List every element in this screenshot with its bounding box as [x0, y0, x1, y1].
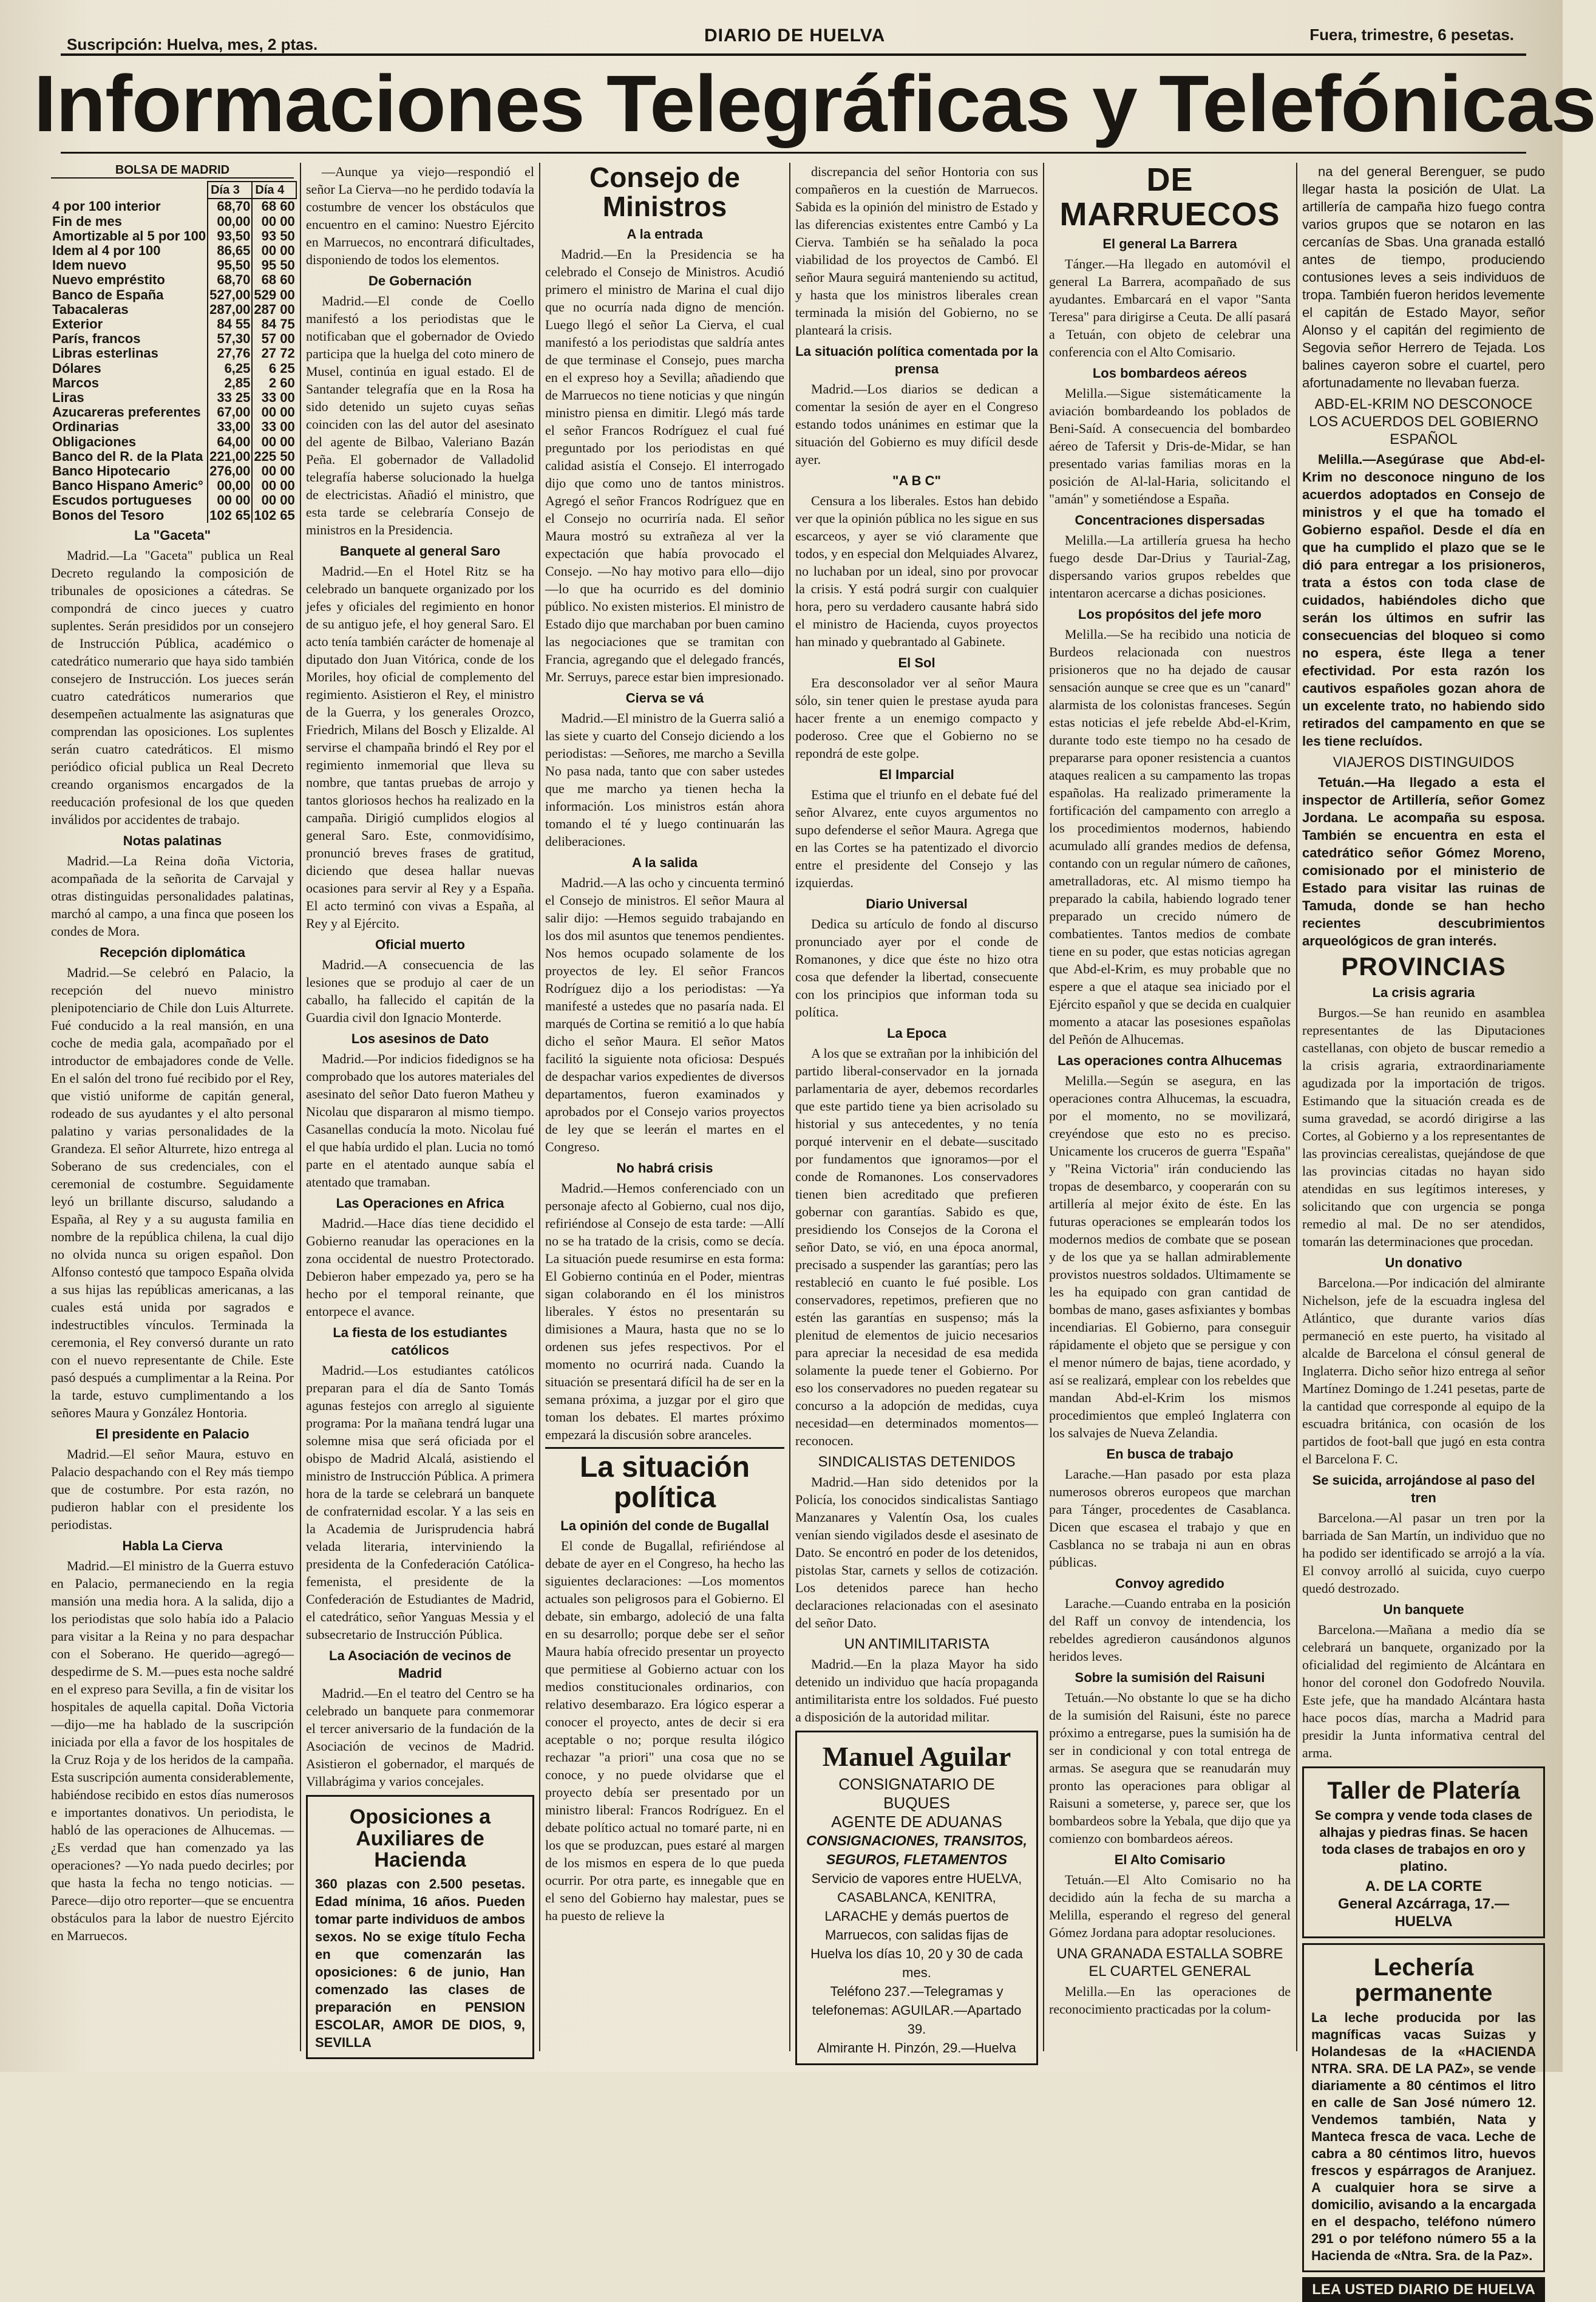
article-text: Madrid.—En la plaza Mayor ha sido detenido un individuo que hacía propaganda antimilitarista entre los soldados. Fué puesto a disposición de la autoridad militar.: [795, 1657, 1038, 1725]
article-text: Melilla.—La artillería gruesa ha hecho fuego desde Dar-Drius y Taurial-Zag, dispersando varios grupos rebeldes que intentaron acercarse a dichas posiciones.: [1049, 533, 1291, 601]
article-text: Madrid.—Hace días tiene decidido el Gobierno reanudar las operaciones en la zona occidental de nuestro Protectorado. Debieron haber empezado ya, pero se ha hecho por el temporal reinante, que entorpece el avance.: [306, 1216, 534, 1319]
section-title: UNA GRANADA ESTALLA SOBRE EL CUARTEL GENERAL: [1056, 1946, 1283, 1980]
stock-value: 00,00: [208, 214, 252, 229]
stock-name: Idem al 4 por 100: [52, 243, 161, 259]
stock-name: Liras: [52, 390, 84, 406]
column-4: [795, 163, 1038, 2056]
ad-aguilar: [795, 1731, 1038, 2065]
col-head-day4: Día 4: [252, 182, 296, 199]
stock-value: 2,85: [208, 376, 252, 390]
stock-value: 276,00: [208, 464, 252, 478]
article-text: Censura a los liberales. Estos han debido ver que la opinión pública no les sigue en sus escarceos, y ayer se vió claramente que todos, y en especial don Melquiades Alvarez, no luchaban por un ideal, sino por provocar la crisis. Y está podrá surgir con cualquier hora, pero su verdadero causante habrá sido el ministro de Hacienda, cuyos proyectos han minado y quebrantado al Gabinete.: [795, 493, 1038, 649]
stock-name: Azucareras preferentes: [52, 404, 201, 420]
stock-name: Bonos del Tesoro: [52, 507, 165, 523]
stock-value: 102 65: [252, 508, 296, 523]
stock-name: Tabacaleras: [52, 301, 129, 317]
stock-name: Fin de mes: [52, 213, 122, 229]
section-title: Las Operaciones en Africa: [336, 1196, 504, 1211]
section-title: "A B C": [892, 473, 941, 488]
stock-value: 64,00: [208, 435, 252, 449]
stock-value: 33 00: [252, 390, 296, 405]
column-1: [51, 163, 294, 2051]
section-title: En busca de trabajo: [1106, 1446, 1234, 1462]
ad-oposiciones: [306, 1795, 534, 2059]
headline: Informaciones Telegráficas y Telefónicas: [33, 59, 1596, 148]
stock-row: [51, 464, 296, 478]
section-title: SINDICALISTAS DETENIDOS: [818, 1454, 1016, 1470]
stock-value: 00 00: [252, 214, 296, 229]
stock-value: 68 60: [252, 199, 296, 214]
stock-value: 00 00: [252, 243, 296, 258]
stock-value: 00 00: [252, 478, 296, 493]
section-headline: La situación política: [545, 1447, 784, 1514]
stock-row: [51, 302, 296, 317]
ad-line: CONSIGNATARIO DE BUQUES: [838, 1775, 995, 1813]
ad-plateria: [1302, 1766, 1545, 1938]
article-text: Madrid.—En el teatro del Centro se ha celebrado un banquete para conmemorar el tercer aniversario de la fundación de la Asociación de vecinos de Madrid. Asistieron el gobernador, el marqués de Villabrágima y varios concejales.: [306, 1686, 534, 1789]
stock-table: [51, 163, 294, 523]
article-text: Estima que el triunfo en el debate fué del señor Alvarez, ente cuyos argumentos no supo defenderse el señor Maura. Agrega que en las Cortes se ha patentizado el divorcio entre el presidente del Consejo y las izquierdas.: [795, 787, 1038, 890]
section-headline: DE MARRUECOS: [1059, 162, 1280, 233]
article-text: na del general Berenguer, se pudo llegar hasta la posición de Ulat. La artillería de campaña hizo fuego contra varios grupos que se notaron en las cercanías de Sbas. Una granada estalló antes de tiempo, produciendo contusiones leves a seis individuos de tropa. También fueron heridos levemente el capitán de Estado Mayor, señor Alonso y el capitán del regimiento de Segovia señor Herrero de Tejada. Los balines cayeron sobre el cuartel, pero afortunadamente no llevaban fuerza.: [1302, 164, 1545, 390]
article-text: Melilla.—En las operaciones de reconocimiento practicadas por la colum-: [1049, 1984, 1291, 2017]
stock-row: [51, 229, 296, 243]
stock-name: Libras esterlinas: [52, 346, 158, 361]
stock-value: 287,00: [208, 302, 252, 317]
stock-value: 68 60: [252, 273, 296, 287]
column-divider: [1296, 163, 1297, 2051]
section-title: Diario Universal: [866, 896, 968, 911]
section-title: La Asociación de vecinos de Madrid: [329, 1648, 511, 1681]
stock-name: Escudos portugueses: [52, 492, 192, 508]
ad-address: General Azcárraga, 17.—HUELVA: [1338, 1896, 1509, 1930]
stock-value: 84 75: [252, 317, 296, 332]
stock-value: 27 72: [252, 346, 296, 361]
article-text: Madrid.—Por indicios fidedignos se ha comprobado que los autores materiales del asesinato del señor Dato fueron Matheu y Nicolau que dispararon al mismo tiempo. Casanellas conducía la moto. Nicolau fué el que había urdido el plan. Lucia no tomó parte en el atentado aunque sabía el atentado que tramaban.: [306, 1051, 534, 1190]
section-title: La opinión del conde de Bugallal: [560, 1518, 769, 1534]
section-title: Un donativo: [1385, 1255, 1462, 1271]
ad-lecheria: [1302, 1943, 1545, 2272]
article-text: Madrid.—Han sido detenidos por la Policía, los conocidos sindicalistas Santiago Manzanares y Valentín Osa, los cuales venían siendo vigilados desde el asesinato de Dato. Se encontró en poder de los detenidos, pistolas Star, carnets y sellos de cotización. Los detenidos parece han hecho declaraciones relacionadas con el asesinato del señor Dato.: [795, 1474, 1038, 1630]
headline-rule: [61, 152, 1526, 154]
article-text: Madrid.—El ministro de la Guerra estuvo en Palacio, permaneciendo en la regia mansión una media hora. A la salida, dijo a los periodistas que solo había ido a Palacio para visitar a la Reina y no para despachar con el Soberano. He querido—agregó—despedirme de S. M.—pues esta noche saldré en el expreso para Sevilla, a fin de visitar los hospitales de aquella capital. Doña Victoria—dijo—me ha hablado de la suscripción iniciada por ella a favor de los hospitales de la Cruz Roja y de los heridos de la campaña. Esta suscripción aumenta considerablemente, habiéndose recibido en estos días numerosos e importantes donativos. Un periodista, le habló de las operaciones de Alhucemas. —¿Es verdad que han comenzado ya las operaciones? —Yo nada puedo decirles; por que hasta la fecha no tengo noticias. —Parece—dijo otro reporter—que se encuentra obstáculos para la labor de nuestro Ejército en Marruecos.: [51, 1558, 294, 1943]
stock-name: Marcos: [52, 375, 100, 390]
article-text: Madrid.—El ministro de la Guerra salió a las siete y cuarto del Consejo diciendo a los periodistas: —Señores, me marcho a Sevilla No pasa nada, tanto que con saber ustedes que me marcho ya tienen hecha la información. Los ministros están ahora tomando el té y luego continuarán las deliberaciones.: [545, 710, 784, 849]
section-headline: PROVINCIAS: [1341, 952, 1506, 981]
stock-name: Dólares: [52, 360, 101, 376]
article-text: Madrid.—Hemos conferenciado con un personaje afecto al Gobierno, cual nos dijo, refiriéndose al Consejo de esta tarde: —Allí no se ha tratado de la crisis, como se decía. La situación puede resumirse en esta forma: El Gobierno continúa en el Poder, mientras sigan colaborando en él los ministros liberales. Y éstos no presentarán su dimisiones a Maura, hasta que no se lo ordenen sus jefes respectivos. Por el momento no ocurrirá nada. Cuando la situación se presentará difícil ha de ser en la semana próxima, a juzgar por el giro que toman los debates. El martes próximo empezará la discusión sobre aranceles.: [545, 1180, 784, 1442]
stock-row: [51, 199, 296, 214]
section-title: Los asesinos de Dato: [351, 1031, 489, 1046]
stock-value: 27,76: [208, 346, 252, 361]
section-title: El general La Barrera: [1102, 236, 1237, 252]
stock-value: 527,00: [208, 288, 252, 302]
stock-row: [51, 317, 296, 332]
article-text: Melilla.—Sigue sistemáticamente la aviación bombardeando los poblados de Beni-Saíd. A consecuencia del bombardeo aéreo de Tafersit y Dris-de-Midar, se han presentado varias familias moras en la posición de Al-lal-Haria, solicitando el "amán" y sometiéndose a España.: [1049, 386, 1291, 507]
stock-value: 6,25: [208, 361, 252, 376]
stock-value: 33,00: [208, 420, 252, 434]
stock-row: [51, 390, 296, 405]
section-title: Los bombardeos aéreos: [1092, 366, 1248, 381]
stock-value: 00 00: [252, 493, 296, 508]
stock-name: París, francos: [52, 331, 141, 347]
stock-row: [51, 288, 296, 302]
article-text: Madrid.—El conde de Coello manifestó a los periodistas que le notificaban que el gobernador de Oviedo participa que la huelga del coto minero de Musel, continúa en igual estado. El de Santander telegrafía que en la Rosa ha sido detenido un sujeto cuyas señas coinciden con las del autor del asesinato del agente de Bilbao, Valeriano Bazán Peña. El gobernador de Valladolid telegrafía haberse solucionado la huelga de electricistas. Añadió el ministro, que esta tarde se celebraría Consejo de ministros en la Presidencia.: [306, 293, 534, 537]
section-title: El presidente en Palacio: [95, 1426, 250, 1442]
stock-value: 57,30: [208, 332, 252, 346]
ad-text: La leche producida por las magníficas vacas Suizas y Holandesas de la «HACIENDA NTRA. SRA. DE LA PAZ», se vende diariamente a 80 céntimos el litro en calle de San José número 12. Vendemos también, Nata y Manteca fresca de vaca. Leche de cabra a 80 céntimos litro, huevos frescos y espárragos de Aranjuez. A cualquier hora se sirve a domicilio, avisando a la encargada en el despacho, teléfono número 291 o por teléfono número 55 a la Hacienda de «Ntra. Sra. de la Paz».: [1311, 2010, 1536, 2264]
stock-value: 84 55: [208, 317, 252, 332]
stock-value: 6 25: [252, 361, 296, 376]
article-text: Madrid.—A las ocho y cincuenta terminó el Consejo de ministros. El señor Maura al salir dijo: —Hemos seguido trabajando en los dos mil asuntos que tenemos pendientes. Nos hemos ocupado solamente de los proyectos de ley. El señor Francos Rodríguez dijo a los periodistas: —Ya manifesté a ustedes que no pasaría nada. El marqués de Cortina se remitió a lo que había dicho el señor Maura. El señor Matos facilitó la siguiente nota oficiosa: Después de despachar varios expedientes de diversos departamentos, fueron examinados y aprobados por el Consejo varios proyectos de ley que se leerán el martes en el Congreso.: [545, 874, 784, 1154]
stock-grid: [51, 181, 297, 523]
stock-row: [51, 420, 296, 434]
column-6: [1302, 163, 1545, 2298]
stock-value: 00,00: [208, 478, 252, 493]
column-divider: [789, 163, 790, 2051]
stock-value: 00 00: [252, 435, 296, 449]
section-title: Los propósitos del jefe moro: [1078, 607, 1262, 622]
stock-name: Banco Hipotecario: [52, 463, 171, 479]
section-title: Habla La Cierva: [122, 1538, 223, 1553]
article-text: Madrid.—Los diarios se dedican a comentar la sesión de ayer en el Congreso estando todos unánimes en estimar que la situación del Gobierno es muy difícil desde ayer.: [795, 381, 1038, 467]
article-text: —Aunque ya viejo—respondió el señor La Cierva—no he perdido todavía la costumbre de vencer los obstáculos que encuentro en el camino: Nuestro Ejército en Marruecos, no encontrará dificultades, disponiendo de todos los elementos.: [306, 164, 534, 267]
stock-row: [51, 435, 296, 449]
ad-line: AGENTE DE ADUANAS: [831, 1813, 1002, 1831]
article-text: Burgos.—Se han reunido en asamblea representantes de las Diputaciones castellanas, con objeto de buscar remedio a la crisis agraria, extraordinariamente agudizada por la importación de trigos. Estimando que la situación creada es de suma gravedad, se acordó dirigirse a las Cortes, al Gobierno y a los representantes de las provincias cerealistas, quejándose de que las provincias citadas no hayan sido atendidas en sus legítimos intereses, y solicitando que con urgencia se ponga remedio al mal. De no ser atendidos, tomarán las determinaciones que procedan.: [1302, 1005, 1545, 1250]
article-text: Tánger.—Ha llegado en automóvil el general La Barrera, acompañado de sus ayudantes. Embarcará en el vapor "Santa Teresa" para dirigirse a Ceuta. De allí pasará a Tetuán, con objeto de celebrar una conferencia con el Alto Comisario.: [1049, 256, 1291, 360]
section-title: Se suicida, arrojándose al paso del tren: [1312, 1473, 1535, 1506]
article-text: El conde de Bugallal, refiriéndose al debate de ayer en el Congreso, ha hecho las siguientes declaraciones: —Los momentos actuales son peligrosos para el Gobierno. El debate, sin embargo, adoleció de una falta en su desarrollo; porque debe ser el señor Maura había ofrecido presentar un proyecto que permitiese al Gobierno actuar con los medios constitucionales ordinarios, con relativo desembarazo. Era lógico esperar a conocer el proyecto, antes de decir si era aceptable o no; porque resulta ilógico rechazar "a priori" una cosa que no se conoce, y no puede olvidarse que el proyecto debía ser presentado por un ministro liberal: Francos Rodríguez. En el debate político actual no tomaré parte, ni en los que se produzcan, pues estaré al margen de los mismos en espera de lo que pueda ocurrir. Por otra parte, es innegable que en el seno del Gobierno hay malestar, pues se ha puesto de relieve la: [545, 1538, 784, 1924]
stock-value: 68,70: [208, 273, 252, 287]
article-text: Dedica su artículo de fondo al discurso pronunciado ayer por el conde de Romanones, y dice que éste no hizo otra cosa que defender la libertad, consecuente con los principios que informan toda su política.: [795, 916, 1038, 1020]
stock-name: Nuevo empréstito: [52, 272, 165, 288]
section-title: Banquete al general Saro: [339, 543, 501, 559]
subscription-text: Suscripción: Huelva, mes, 2 ptas.: [67, 35, 318, 53]
ad-text: 360 plazas con 2.500 pesetas. Edad mínima, 16 años. Pueden tomar parte individuos de ambos sexos. No se exige título Fecha en que comenzarán las oposiciones: 6 de junio, Han comenzado las clases de preparación en PENSION ESCOLAR, AMOR DE DIOS, 9, SEVILLA: [315, 1876, 525, 2051]
section-title: VIAJEROS DISTINGUIDOS: [1333, 754, 1515, 771]
column-2: [306, 163, 534, 2051]
ad-title: Oposiciones a Auxiliares de Hacienda: [349, 1805, 491, 1872]
column-divider: [1043, 163, 1044, 2051]
stock-row: [51, 508, 296, 523]
article-text: Melilla.—Se ha recibido una noticia de Burdeos relacionada con nuestros prisioneros que no ha dejado de causar sensación aunque se cree que es un "canard" alarmista de los colonistas franceses. Según estas noticias el jefe rebelde Abd-el-Krim, durante todo este tiempo no ha cesado de prepararse para oponer resistencia a cuantos ataques realicen a su campamento las tropas españolas. Ha realizado primeramente la fortificación del campamento con arreglo a los procedimientos modernos, habiendo acumulado allí grandes medios de defensa, contando con un regular número de cañones, ametralladoras, etc. Al mismo tiempo ha preparado la cabila, habiendo logrado tener preparado un crecido número de combatientes. Tantos medios de combate tiene en su poder, que estas noticias agregan que Abd-el-Krim, es muy probable que no espere a que el ataque sea iniciado por el Ejército español y que se decida en cualquier momento a atacar las posesiones españolas del Peñón de Alhucemas.: [1049, 627, 1291, 1047]
article-text: Barcelona.—Al pasar un tren por la barriada de San Martín, un individuo que no ha podido ser identificado se arrojó a la vía. El convoy arrolló al suicida, cuyo cuerpo quedó destrozado.: [1302, 1510, 1545, 1596]
column-divider: [300, 163, 301, 2051]
stock-name: Banco de España: [52, 287, 164, 302]
masthead-bar: [61, 24, 1520, 55]
stock-row: [51, 449, 296, 464]
section-title: Concentraciones dispersadas: [1075, 513, 1265, 528]
stock-value: 225 50: [252, 449, 296, 464]
stock-name: Amortizable al 5 por 100: [52, 228, 206, 243]
col-head-day3: Día 3: [208, 182, 252, 199]
section-title: Las operaciones contra Alhucemas: [1058, 1053, 1282, 1069]
stock-row: [51, 243, 296, 258]
section-title: La situación política comentada por la prensa: [795, 344, 1038, 376]
paper-name: DIARIO DE HUELVA: [704, 26, 886, 46]
stock-value: 33 00: [252, 420, 296, 434]
price-text: Fuera, trimestre, 6 pesetas.: [1309, 26, 1514, 44]
stock-value: 93 50: [252, 229, 296, 243]
stock-value: 93,50: [208, 229, 252, 243]
article-text: Melilla.—Según se asegura, en las operaciones contra Alhucemas, la escuadra, por el momento, no se movilizará, creyéndose que esto no es preciso. Unicamente los cruceros de guerra "España" y "Reina Victoria" irán conduciendo las tropas de desembarco, y cooperarán con su artillería al mejor éxito de éste. En las futuras operaciones se emplearán todos los modernos medios de combate que se posean y de los que ya se hallan admirablemente provistos nuestros soldados. Ultimamente se les ha equipado con gran cantidad de bombas de mano, gases asfixiantes y bombas incendiarias. El Gobierno, para conseguir rápidamente el objeto que se persigue y con el menor número de bajas, tiene acordado, y así se realizará, emplear con los rebeldes que mandan Abd-el-Krim los mismos procedimientos que empleó Inglaterra con los salvajes de Nueva Zelandia.: [1049, 1073, 1291, 1441]
top-rule: [61, 53, 1526, 56]
stock-value: 287 00: [252, 302, 296, 317]
article-text: Madrid.—En el Hotel Ritz se ha celebrado un banquete organizado por los jefes y oficiales del regimiento en honor de su antiguo jefe, el hoy general Saro. El acto tenía también carácter de homenaje al diputado don Juan Vitórica, conde de los Moriles, hoy oficial de complemento del regimiento. Asistieron el Rey, el ministro de la Guerra, y los generales Orozco, Friedrich, Milans del Bosch y Elizalde. Al servirse el champaña brindó el Rey por el regimiento inmemorial que lleva su nombre, que tantas pruebas de arrojo y tantos gloriosos hechos ha realizado en la campaña. Dirigió cumplidos elogios al general Saro. Este, conmovidísimo, pronunció breves frases de gratitud, diciendo que desea hallar nuevas ocasiones para servir al Rey y a España. El acto terminó con vivas a España, al Rey y al Ejército.: [306, 564, 534, 931]
ad-line: CONSIGNACIONES, TRANSITOS, SEGUROS, FLETAMENTOS: [806, 1833, 1027, 1868]
stock-value: 57 00: [252, 332, 296, 346]
ad-text: Se compra y vende toda clases de alhajas y piedras finas. Se hacen toda clases de trabajos en oro y platino.: [1314, 1808, 1533, 1875]
stock-value: 68,70: [208, 199, 252, 214]
stock-name: Ordinarias: [52, 419, 120, 435]
stock-value: 529 00: [252, 288, 296, 302]
article-text: Madrid.—A consecuencia de las lesiones que se produjo al caer de un caballo, ha fallecido el capitán de la Guardia civil don Ignacio Monterde.: [306, 957, 534, 1025]
stock-value: 95 50: [252, 258, 296, 273]
stock-value: 86,65: [208, 243, 252, 258]
stock-row: [51, 346, 296, 361]
article-text: Madrid.—La "Gaceta" publica un Real Decreto regulando la composición de tribunales de oposiciones a cátedras. Se compondrá de cinco jueces y cuatro suplentes. Serán presididos por un consejero de Instrucción Pública, académico o catedrático numerario que haya sido también consejero de Instrucción. Los jueces serán cuatro catedráticos numerarios que desempeñen actualmente las asignaturas que comprendan las oposiciones. Los suplentes serán cuatro catedráticos. El mismo periódico oficial publica un Real Decreto creando organismos encargados de la reeducación profesional de los que queden inválidos por accidentes de trabajo.: [51, 547, 294, 827]
article-text: Melilla.—Asegúrase que Abd-el-Krim no desconoce ninguno de los acuerdos adoptados en Consejo de ministros y el que ha tomado el Gobierno español. Desde el día en que ha cumplido el plazo que se le dió para entregar a los prisioneros, trata a éstos con toda clase de cuidados, habiéndoles dicho que serán los últimos en sufrir las consecuencias del bloqueo si como no espera, éste llega a tener efectividad. Por esta razón los cautivos españoles gozan ahora de un excelente trato, no habiendo sido retirados del campamento en que se les tiene recluídos.: [1302, 452, 1545, 749]
stock-row: [51, 273, 296, 287]
ad-line: Almirante H. Pinzón, 29.—Huelva: [817, 2040, 1016, 2056]
stock-name: Banco del R. de la Plata: [52, 448, 203, 464]
section-title: A la salida: [631, 854, 698, 870]
article-text: Barcelona.—Mañana a medio día se celebrará un banquete, organizado por la oficialidad del regimiento de Alcántara en honor del coronel don Godofredo Nouvila. Este jefe, que ha mandado Alcántara hasta hace pocos días, marcha a Madrid para presidir la Junta informativa central del arma.: [1302, 1622, 1545, 1761]
stock-row: [51, 478, 296, 493]
section-headline: Consejo de Ministros: [589, 162, 740, 223]
stock-value: 00 00: [208, 493, 252, 508]
section-title: De Gobernación: [368, 273, 472, 288]
stock-row: [51, 332, 296, 346]
ad-name: Manuel Aguilar: [822, 1741, 1011, 1772]
article-text: Madrid.—En la Presidencia se ha celebrado el Consejo de Ministros. Acudió primero el ministro de Marina el cual dijo que no ocurría nada digno de mención. Luego llegó el señor La Cierva, el cual manifestó a los periodistas que saldría antes de que terminase el Consejo, pues marcha en el expreso hoy a Sevilla; añadiendo que de Marruecos no tiene noticias y que ningún ministro piensa en dimitir. Llegó más tarde el señor Francos Rodríguez el cual fué preguntado por los periodistas en qué calidad asistía el Consejo. El interrogado dijo que como uno de tantos ministros. Agregó el señor Francos Rodríguez que en el Consejo no ocurriría nada. El señor Maura mostró su extrañeza al ver la expectación que había provocado el Consejo. —No hay motivo para ello—dijo—lo que ha ocurrido es del dominio público. No existen misterios. El ministro de Estado dijo que marchaban por buen camino las negociaciones que se tramitan con Francia, agregando que el delegado francés, Mr. Serruys, parece estar bien impresionado.: [545, 246, 784, 684]
stock-name: 4 por 100 interior: [52, 198, 161, 214]
section-title: La crisis agraria: [1372, 985, 1475, 1001]
section-title: La fiesta de los estudiantes católicos: [333, 1325, 508, 1358]
section-title: No habrá crisis: [616, 1160, 713, 1176]
column-divider: [539, 163, 540, 2051]
stock-value: 95,50: [208, 258, 252, 273]
stock-name: Idem nuevo: [52, 257, 127, 273]
stock-name: Exterior: [52, 316, 103, 332]
stock-row: [51, 405, 296, 420]
section-title: Notas palatinas: [123, 833, 222, 848]
ad-name: A. DE LA CORTE: [1365, 1878, 1482, 1895]
article-text: Tetuán.—El Alto Comisario no ha decidido aún la fecha de su marcha a Melilla, esperando el regreso del general Gómez Jordana para adoptar resoluciones.: [1049, 1872, 1291, 1941]
section-title: Recepción diplomática: [100, 944, 245, 960]
article-text: Larache.—Cuando entraba en la posición del Raff un convoy de intendencia, los rebeldes agredieron causándonos algunos heridos leves.: [1049, 1596, 1291, 1664]
ad-text: Servicio de vapores entre HUELVA, CASABLANCA, KENITRA, LARACHE y demás puertos de Marruecos, con salidas fijas de Huelva los días 10, 20 y 30 de cada mes.: [810, 1871, 1023, 1981]
ad-line: Teléfono 237.—Telegramas y telefonemas: AGUILAR.—Apartado 39.: [812, 1984, 1022, 2037]
article-text: Madrid.—El señor Maura, estuvo en Palacio despachando con el Rey más tiempo que de costumbre. Por esta razón, no pudieron hablar con el presidente los periodistas.: [51, 1446, 294, 1532]
stock-value: 2 60: [252, 376, 296, 390]
section-title: UN ANTIMILITARISTA: [844, 1636, 990, 1652]
section-title: ABD-EL-KRIM NO DESCONOCE LOS ACUERDOS DEL GOBIERNO ESPAÑOL: [1309, 396, 1538, 448]
stock-row: [51, 361, 296, 376]
article-text: Era desconsolador ver al señor Maura sólo, sin tener quien le prestase ayuda para hacer frente a un enemigo compacto y poderoso. Cree que el Gobierno no se repondrá de este golpe.: [795, 675, 1038, 761]
section-title: El Alto Comisario: [1114, 1852, 1226, 1868]
section-title: Sobre la sumisión del Raisuni: [1075, 1670, 1265, 1686]
section-title: Oficial muerto: [375, 937, 465, 952]
stock-value: 00 00: [252, 464, 296, 478]
stock-value: 00 00: [252, 405, 296, 420]
article-text: Tetuán.—Ha llegado a esta el inspector de Artillería, señor Gomez Jordana. Le acompaña su esposa. También se encuentra en esta el catedrático señor Gómez Moreno, comisionado por el ministerio de Estado para visitar las ruinas de Tamuda, donde se han hecho recientes descubrimientos arqueológicos de gran interés.: [1302, 775, 1545, 948]
section-title: A la entrada: [627, 226, 703, 242]
stock-row: [51, 214, 296, 229]
stock-row: [51, 493, 296, 508]
footer-banner: LEA USTED DIARIO DE HUELVA: [1302, 2277, 1545, 2302]
article-text: Barcelona.—Por indicación del almirante Nichelson, jefe de la escuadra inglesa del Atlántico, que durante varios días permaneció en este puerto, ha visitado al alcalde de Barcelona el cónsul general de Inglaterra. Dicho señor hizo entrega al señor Martínez Domingo de 1.241 pesetas, parte de la cantidad que corresponde al equipo de la escuadra británica, con ocasión de los partidos de foot-ball que jugó en esta contra el Barcelona F. C.: [1302, 1275, 1545, 1467]
article-text: discrepancia del señor Hontoria con sus compañeros en la cuestión de Marruecos. Sabida es la opinión del ministro de Estado y las diferencias existentes entre Cambó y La Cierva. También se ha señalado la poca viabilidad de los proyectos de Cambó. El señor Maura seguirá manteniendo su actitud, y hasta que los ministros liberales crean terminada la misión del Gobierno, no se planteará la crisis.: [795, 164, 1038, 338]
stock-name: Banco Hispano Americ°: [52, 478, 203, 494]
article-text: Madrid.—Los estudiantes católicos preparan para el día de Santo Tomás agunas festejos con arreglo al siguiente programa: Por la mañana tendrá lugar una solemne misa que será oficiada por el obispo de Madrid Alcalá, asistiendo el ministro de Instrucción Pública. A primera hora de la tarde se celebrará un banquete de confraternidad escolar. Y a las seis en la Academia de Jurisprudencia habrá velada literaria, interviniendo la presidenta de la Confederación Católica-femenista, el presidente de la Confederación de Estudiantes de Madrid, el catedrático, señor Yanguas Messia y el subsecretario de Instrucción Pública.: [306, 1363, 534, 1642]
section-title: El Sol: [898, 655, 936, 670]
section-title: Cierva se vá: [625, 690, 704, 706]
stock-value: 221,00: [208, 449, 252, 464]
article-text: Tetuán.—No obstante lo que se ha dicho de la sumisión del Raisuni, éste no parece próximo a entregarse, pues la sumisión ha de ser in condicional y con total entrega de armas. Se asegura que se reanudarán muy pronto las operaciones para obligar al Raisuni a someterse, y, parece ser, que los bombardeos sobre la Yebala, que dijo que ya comienzo con bombardeos aéreos.: [1049, 1690, 1291, 1847]
section-title: Un banquete: [1383, 1602, 1464, 1618]
article-text: A los que se extrañan por la inhibición del partido liberal-conservador en la jornada parlamentaria de ayer, debemos recordarles que este partido tiene ya bien acrisolado su historial y sus antecedentes, y no tenía porqué intervenir en el debate—suscitado por fundamentos que ignoramos—por el conde de Romanones. Los conservadores tienen bien acreditado que prefieren gobernar con garantías. Sabido es que, presidiendo los Consejos de la Corona el señor Dato, se vió, en una época anormal, precisado a suspender las garantías; pero las restableció en cuanto le fué posible. Los conservadores, repetimos, prefieren que no estén las garantías en suspenso; más la plenitud de elementos de juicio necesarios para apreciar la necesidad de esa medida solamente la puede tener el Gobierno. Por eso los conservadores no pueden regatear su concurso a la adopción de medidas, cuya necesidad—en determinados momentos—reconocen.: [795, 1046, 1038, 1448]
section-title: La Epoca: [887, 1026, 946, 1041]
section-title: El Imparcial: [879, 767, 954, 782]
stock-row: [51, 376, 296, 390]
stock-name: Obligaciones: [52, 434, 137, 449]
section-title: La "Gaceta": [134, 527, 211, 543]
stock-value: 67,00: [208, 405, 252, 420]
column-5: [1049, 163, 1291, 2051]
ad-title: Lechería permanente: [1354, 1954, 1493, 2007]
stock-title: BOLSA DE MADRID: [51, 163, 294, 179]
article-text: Madrid.—Se celebró en Palacio, la recepción del nuevo ministro plenipotenciario de Chile don Luis Alturrete. Fué conducido a la real mansión, en una coche de media gala, acompañado por el introductor de embajadores conde de Velle. En el salón del trono fué recibido por el Rey, que vistió uniforme de capitán general, rodeado de sus ayudantes y el alto personal palatino y varias personalidades de la Grandeza. El señor Alturrete, hizo entrega al Soberano de sus credenciales, con el ceremonial de costumbre. Seguidamente leyó un brillante discurso, saludando a España, al Rey y a su augusta familia en nombre de la república chilena, la cual dijo no olvida nunca su origen español. Don Alfonso contestó que tampoco España olvida a sus hijas las repúblicas americanas, a las cuales está unida por sagrados e indestructibles vínculos. Terminada la ceremonia, el Rey conversó durante un rato con el nuevo representante de Chile. Este pasó después a cumplimentar a la Reina. Por la tarde, estuvo cumplimentando a los señores Maura y González Hontoria.: [51, 964, 294, 1420]
column-3: [545, 163, 784, 2051]
article-text: Larache.—Han pasado por esta plaza numerosos obreros europeos que marchan para Tánger, procedentes de Casablanca. Dicen que escasea el trabajo y que en Casblanca no se trabaja ni aun en obras públicas.: [1049, 1466, 1291, 1570]
ad-title: Taller de Platería: [1327, 1777, 1520, 1805]
stock-value: 102 65: [208, 508, 252, 523]
stock-value: 33 25: [208, 390, 252, 405]
stock-row: [51, 258, 296, 273]
section-title: Convoy agredido: [1115, 1576, 1224, 1592]
article-text: Madrid.—La Reina doña Victoria, acompañada de la señorita de Carvajal y otras distinguidas personalidades palatinas, marchó al campo, a una finca que poseen los condes de Mora.: [51, 853, 294, 939]
